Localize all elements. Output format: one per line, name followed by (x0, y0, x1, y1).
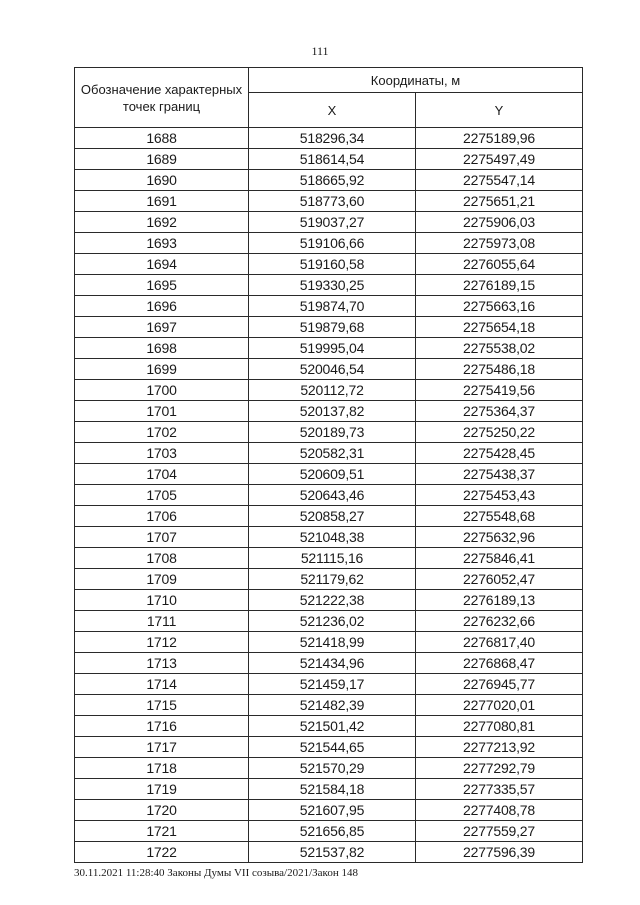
cell-x: 521434,96 (249, 653, 416, 674)
table-row (75, 401, 583, 422)
cell-point: 1697 (75, 317, 249, 338)
cell-y: 2275654,18 (416, 317, 583, 338)
cell-x: 520582,31 (249, 443, 416, 464)
cell-x: 518614,54 (249, 149, 416, 170)
table-row (75, 275, 583, 296)
table-row (75, 149, 583, 170)
table-row (75, 317, 583, 338)
table-row (75, 170, 583, 191)
cell-x: 519874,70 (249, 296, 416, 317)
cell-point: 1707 (75, 527, 249, 548)
cell-x: 520112,72 (249, 380, 416, 401)
cell-x: 521537,82 (249, 842, 416, 863)
cell-y: 2275846,41 (416, 548, 583, 569)
cell-point: 1696 (75, 296, 249, 317)
cell-x: 521607,95 (249, 800, 416, 821)
footer-stamp: 30.11.2021 11:28:40 Законы Думы VII созыва/2021/Закон 148 (74, 867, 358, 879)
cell-y: 2276868,47 (416, 653, 583, 674)
cell-point: 1693 (75, 233, 249, 254)
cell-x: 520046,54 (249, 359, 416, 380)
cell-x: 521482,39 (249, 695, 416, 716)
cell-y: 2275428,45 (416, 443, 583, 464)
cell-x: 521418,99 (249, 632, 416, 653)
cell-y: 2276189,15 (416, 275, 583, 296)
header-x: X (249, 93, 416, 128)
cell-x: 520858,27 (249, 506, 416, 527)
cell-point: 1709 (75, 569, 249, 590)
cell-y: 2276189,13 (416, 590, 583, 611)
cell-point: 1688 (75, 128, 249, 149)
cell-y: 2277596,39 (416, 842, 583, 863)
cell-point: 1703 (75, 443, 249, 464)
table-row (75, 695, 583, 716)
cell-y: 2275250,22 (416, 422, 583, 443)
cell-point: 1711 (75, 611, 249, 632)
table-row (75, 296, 583, 317)
header-point-designation: Обозначение характерных точек границ (75, 68, 249, 128)
header-coordinates: Координаты, м (249, 68, 583, 93)
table-row (75, 380, 583, 401)
cell-point: 1691 (75, 191, 249, 212)
table-body (75, 128, 583, 863)
table-row (75, 779, 583, 800)
table-row (75, 485, 583, 506)
cell-point: 1701 (75, 401, 249, 422)
header-y: Y (416, 93, 583, 128)
cell-point: 1690 (75, 170, 249, 191)
cell-point: 1712 (75, 632, 249, 653)
cell-point: 1698 (75, 338, 249, 359)
cell-x: 521115,16 (249, 548, 416, 569)
cell-y: 2275497,49 (416, 149, 583, 170)
table-row (75, 569, 583, 590)
cell-x: 521656,85 (249, 821, 416, 842)
cell-y: 2277292,79 (416, 758, 583, 779)
table-row (75, 212, 583, 233)
cell-point: 1717 (75, 737, 249, 758)
cell-point: 1704 (75, 464, 249, 485)
cell-y: 2276052,47 (416, 569, 583, 590)
cell-x: 518665,92 (249, 170, 416, 191)
cell-x: 521544,65 (249, 737, 416, 758)
table-row (75, 191, 583, 212)
cell-point: 1721 (75, 821, 249, 842)
cell-x: 519037,27 (249, 212, 416, 233)
page-number: 111 (311, 44, 329, 58)
cell-point: 1718 (75, 758, 249, 779)
table-row (75, 758, 583, 779)
cell-y: 2275453,43 (416, 485, 583, 506)
cell-x: 520609,51 (249, 464, 416, 485)
cell-x: 520137,82 (249, 401, 416, 422)
table-row (75, 506, 583, 527)
cell-y: 2275486,18 (416, 359, 583, 380)
cell-y: 2277213,92 (416, 737, 583, 758)
cell-point: 1692 (75, 212, 249, 233)
cell-y: 2275189,96 (416, 128, 583, 149)
cell-y: 2275973,08 (416, 233, 583, 254)
table-row (75, 716, 583, 737)
cell-point: 1689 (75, 149, 249, 170)
cell-y: 2275906,03 (416, 212, 583, 233)
table-row (75, 422, 583, 443)
cell-y: 2275438,37 (416, 464, 583, 485)
cell-y: 2276817,40 (416, 632, 583, 653)
table-row (75, 632, 583, 653)
cell-x: 521222,38 (249, 590, 416, 611)
cell-x: 521570,29 (249, 758, 416, 779)
cell-point: 1708 (75, 548, 249, 569)
cell-point: 1715 (75, 695, 249, 716)
cell-y: 2275547,14 (416, 170, 583, 191)
cell-y: 2275548,68 (416, 506, 583, 527)
cell-x: 519879,68 (249, 317, 416, 338)
cell-y: 2275538,02 (416, 338, 583, 359)
table-row (75, 590, 583, 611)
cell-y: 2275632,96 (416, 527, 583, 548)
cell-y: 2277020,01 (416, 695, 583, 716)
cell-point: 1699 (75, 359, 249, 380)
cell-y: 2277408,78 (416, 800, 583, 821)
cell-x: 518296,34 (249, 128, 416, 149)
cell-point: 1702 (75, 422, 249, 443)
table-row (75, 128, 583, 149)
cell-x: 521501,42 (249, 716, 416, 737)
cell-y: 2275651,21 (416, 191, 583, 212)
cell-y: 2275663,16 (416, 296, 583, 317)
cell-point: 1722 (75, 842, 249, 863)
cell-y: 2276945,77 (416, 674, 583, 695)
table-row (75, 611, 583, 632)
cell-x: 521236,02 (249, 611, 416, 632)
cell-point: 1705 (75, 485, 249, 506)
table-row (75, 464, 583, 485)
table-row (75, 338, 583, 359)
table-row (75, 821, 583, 842)
cell-x: 519106,66 (249, 233, 416, 254)
coordinates-table (74, 67, 583, 863)
table-row (75, 443, 583, 464)
cell-point: 1716 (75, 716, 249, 737)
cell-point: 1706 (75, 506, 249, 527)
cell-x: 521048,38 (249, 527, 416, 548)
cell-point: 1714 (75, 674, 249, 695)
table-row (75, 800, 583, 821)
table-row (75, 737, 583, 758)
cell-x: 519160,58 (249, 254, 416, 275)
cell-y: 2276232,66 (416, 611, 583, 632)
cell-point: 1720 (75, 800, 249, 821)
cell-y: 2276055,64 (416, 254, 583, 275)
cell-x: 518773,60 (249, 191, 416, 212)
cell-y: 2277559,27 (416, 821, 583, 842)
table-row (75, 548, 583, 569)
cell-x: 521459,17 (249, 674, 416, 695)
cell-y: 2275364,37 (416, 401, 583, 422)
cell-point: 1695 (75, 275, 249, 296)
cell-point: 1710 (75, 590, 249, 611)
cell-point: 1694 (75, 254, 249, 275)
table-row (75, 842, 583, 863)
cell-x: 520189,73 (249, 422, 416, 443)
table-row (75, 527, 583, 548)
cell-point: 1713 (75, 653, 249, 674)
cell-point: 1700 (75, 380, 249, 401)
table-row (75, 359, 583, 380)
cell-y: 2275419,56 (416, 380, 583, 401)
cell-x: 521179,62 (249, 569, 416, 590)
cell-y: 2277080,81 (416, 716, 583, 737)
cell-x: 519330,25 (249, 275, 416, 296)
cell-x: 520643,46 (249, 485, 416, 506)
cell-y: 2277335,57 (416, 779, 583, 800)
table-row (75, 653, 583, 674)
cell-point: 1719 (75, 779, 249, 800)
cell-x: 519995,04 (249, 338, 416, 359)
table-row (75, 233, 583, 254)
table-row (75, 254, 583, 275)
table-row (75, 674, 583, 695)
cell-x: 521584,18 (249, 779, 416, 800)
